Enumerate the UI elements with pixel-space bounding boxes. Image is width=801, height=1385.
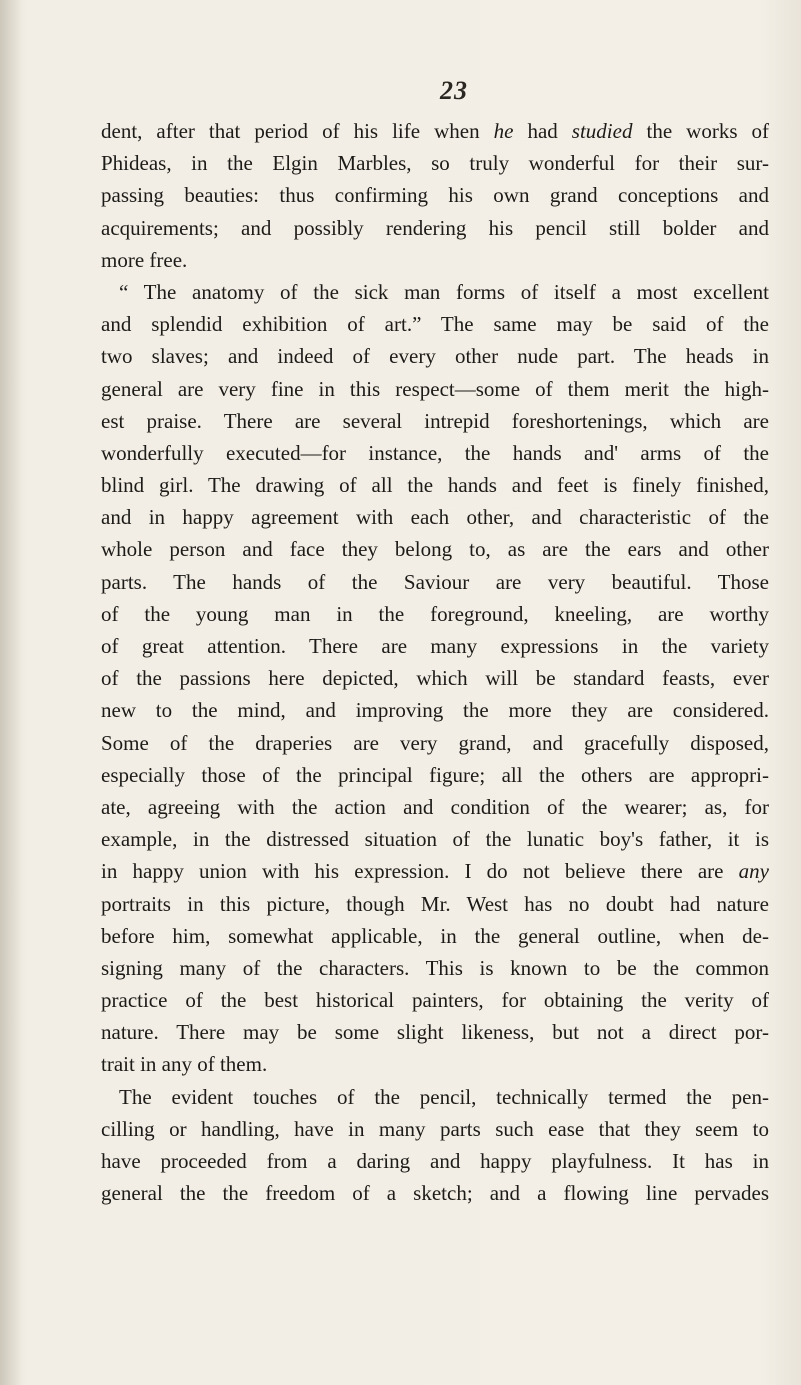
text-line: general the the freedom of a sketch; and a flowing line pervades bbox=[101, 1181, 769, 1206]
body-text bbox=[101, 115, 769, 1209]
text-line: “ The anatomy of the sick man forms of itself a most excellent bbox=[119, 279, 769, 304]
text-line: est praise. There are several intrepid foreshortenings, which are bbox=[101, 408, 769, 433]
text-line: nature. There may be some slight likeness, but not a direct por- bbox=[101, 1020, 769, 1045]
text-line: example, in the distressed situation of the lunatic boy's father, it is bbox=[101, 827, 769, 852]
text-line: practice of the best historical painters, for obtaining the verity of bbox=[101, 988, 769, 1013]
text-line: blind girl. The drawing of all the hands and feet is finely finished, bbox=[101, 473, 769, 498]
text-line: whole person and face they belong to, as are the ears and other bbox=[101, 537, 769, 562]
text-line: Some of the draperies are very grand, and gracefully disposed, bbox=[101, 730, 769, 755]
text-line: especially those of the principal figure; all the others are appropri- bbox=[101, 762, 769, 787]
text-line: The evident touches of the pencil, technically termed the pen- bbox=[119, 1084, 769, 1109]
text-line: ate, agreeing with the action and condition of the wearer; as, for bbox=[101, 794, 769, 819]
text-line: portraits in this picture, though Mr. West has no doubt had nature bbox=[101, 891, 769, 916]
text-line: wonderfully executed—for instance, the hands and' arms of the bbox=[101, 440, 769, 465]
text-line: in happy union with his expression. I do not believe there are any bbox=[101, 859, 769, 884]
text-line: have proceeded from a daring and happy playfulness. It has in bbox=[101, 1149, 769, 1173]
text-line: and splendid exhibition of art.” The same may be said of the bbox=[101, 312, 769, 337]
text-line: before him, somewhat applicable, in the general outline, when de- bbox=[101, 923, 769, 948]
text-line: Phideas, in the Elgin Marbles, so truly wonderful for their sur- bbox=[101, 151, 769, 176]
gutter-shadow bbox=[0, 0, 22, 1385]
text-line: and in happy agreement with each other, and characteristic of the bbox=[101, 505, 769, 530]
text-line: of the passions here depicted, which will be standard feasts, ever bbox=[101, 666, 769, 691]
text-line: new to the mind, and improving the more they are considered. bbox=[101, 698, 769, 723]
text-line: acquirements; and possibly rendering his pencil still bolder and bbox=[101, 215, 769, 240]
text-line: two slaves; and indeed of every other nude part. The heads in bbox=[101, 344, 769, 369]
text-line: parts. The hands of the Saviour are very beautiful. Those bbox=[101, 569, 769, 594]
text-line: more free. bbox=[101, 247, 188, 272]
text-line: general are very fine in this respect—some of them merit the high- bbox=[101, 376, 769, 401]
text-line: trait in any of them. bbox=[101, 1052, 268, 1077]
page-number: 23 bbox=[440, 76, 468, 105]
text-line: dent, after that period of his life when he had studied the works of bbox=[101, 119, 769, 143]
text-line: of great attention. There are many expressions in the variety bbox=[101, 634, 769, 658]
text-line: passing beauties: thus confirming his own grand conceptions and bbox=[101, 183, 769, 208]
text-line: cilling or handling, have in many parts such ease that they seem to bbox=[101, 1116, 769, 1141]
text-line: signing many of the characters. This is known to be the common bbox=[101, 955, 769, 980]
text-line: of the young man in the foreground, kneeling, are worthy bbox=[101, 601, 769, 626]
